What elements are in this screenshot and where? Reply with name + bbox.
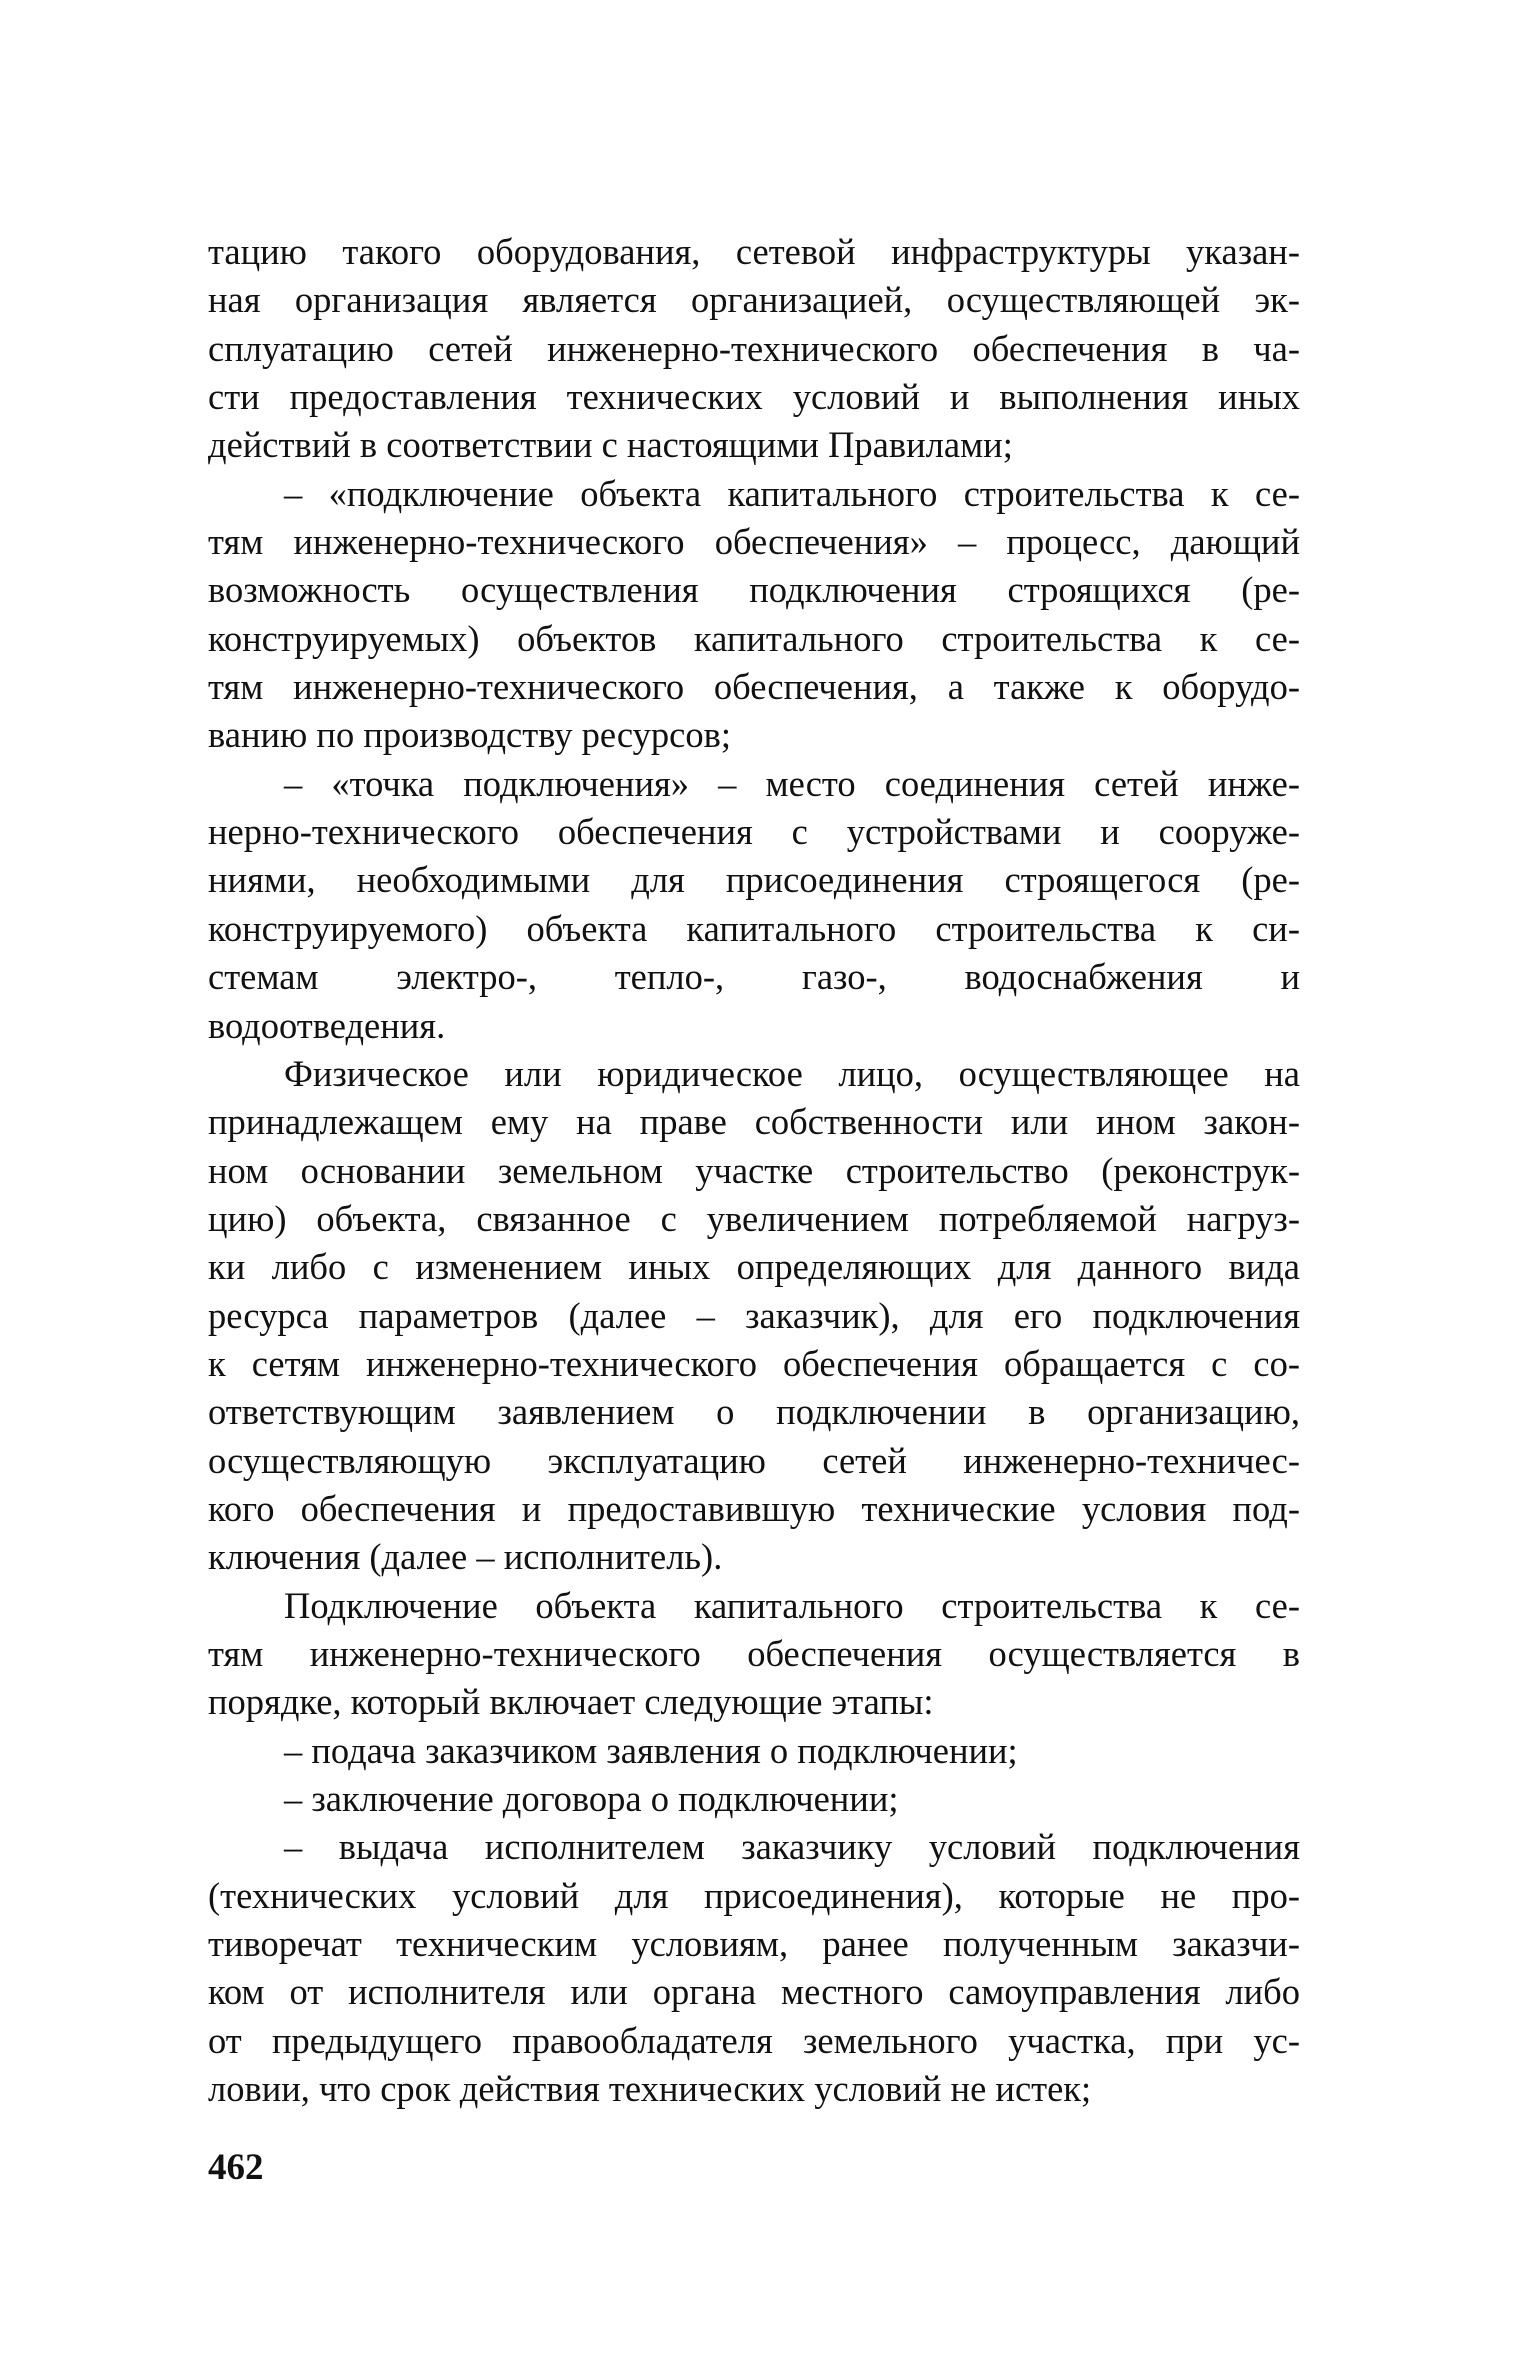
page-number: 462: [208, 2147, 264, 2188]
text-line: – подача заказчиком заявления о подключении;: [284, 1729, 1018, 1771]
text-line: ответствующим заявлением о подключении в организацию,: [208, 1391, 1300, 1433]
text-line: нерно-технического обеспечения с устройствами и сооруже-: [208, 811, 1300, 853]
text-line: принадлежащем ему на праве собственности или ином закон-: [208, 1101, 1300, 1143]
text-line: ключения (далее – исполнитель).: [208, 1536, 723, 1578]
text-line: – выдача исполнителем заказчику условий подключения: [284, 1826, 1300, 1868]
text-line: действий в соответствии с настоящими Правилами;: [208, 424, 1013, 466]
text-line: ная организация является организацией, осуществляющей эк-: [208, 279, 1300, 321]
text-line: сплуатацию сетей инженерно-технического обеспечения в ча-: [208, 327, 1300, 369]
text-line: ном основании земельном участке строительство (реконструк-: [208, 1149, 1300, 1191]
text-line: тиворечат техническим условиям, ранее полученным заказчи-: [208, 1923, 1300, 1965]
text-line: цию) объекта, связанное с увеличением потребляемой нагруз-: [208, 1197, 1300, 1239]
text-line: (технических условий для присоединения), которые не про-: [208, 1874, 1300, 1916]
text-line: порядке, который включает следующие этапы:: [208, 1681, 934, 1723]
text-line: Физическое или юридическое лицо, осуществляющее на: [284, 1052, 1300, 1094]
text-line: ловии, что срок действия технических условий не истек;: [208, 2068, 1092, 2110]
text-line: тям инженерно-технического обеспечения осуществляется в: [208, 1632, 1300, 1674]
text-line: водоотведения.: [208, 1004, 446, 1046]
text-line: ки либо с изменением иных определяющих для данного вида: [208, 1246, 1300, 1288]
text-line: конструируемых) объектов капитального строительства к се-: [208, 617, 1300, 659]
text-line: ресурса параметров (далее – заказчик), для его подключения: [208, 1294, 1300, 1336]
text-line: от предыдущего правообладателя земельного участка, при ус-: [208, 2019, 1300, 2061]
text-line: возможность осуществления подключения строящихся (ре-: [208, 569, 1300, 611]
text-line: ком от исполнителя или органа местного самоуправления либо: [208, 1971, 1300, 2013]
text-line: ванию по производству ресурсов;: [208, 714, 731, 756]
text-line: осуществляющую эксплуатацию сетей инженерно-техничес-: [208, 1439, 1300, 1481]
text-line: – «точка подключения» – место соединения сетей инже-: [284, 762, 1300, 804]
text-line: ниями, необходимыми для присоединения строящегося (ре-: [208, 859, 1300, 901]
body-text: [208, 228, 1300, 2113]
text-line: к сетям инженерно-технического обеспечения обращается с со-: [208, 1342, 1300, 1384]
text-line: – «подключение объекта капитального строительства к се-: [284, 472, 1300, 514]
text-line: конструируемого) объекта капитального строительства к си-: [208, 907, 1300, 949]
text-line: тям инженерно-технического обеспечения» – процесс, дающий: [208, 521, 1300, 563]
text-line: тям инженерно-технического обеспечения, а также к оборудо-: [208, 666, 1300, 708]
text-line: тацию такого оборудования, сетевой инфраструктуры указан-: [208, 231, 1300, 272]
text-line: – заключение договора о подключении;: [284, 1778, 899, 1819]
text-line: сти предоставления технических условий и выполнения иных: [208, 376, 1300, 418]
text-line: стемам электро-, тепло-, газо-, водоснабжения и: [208, 956, 1300, 998]
text-line: кого обеспечения и предоставившую технические условия под-: [208, 1487, 1300, 1529]
text-line: Подключение объекта капитального строительства к се-: [284, 1584, 1300, 1626]
